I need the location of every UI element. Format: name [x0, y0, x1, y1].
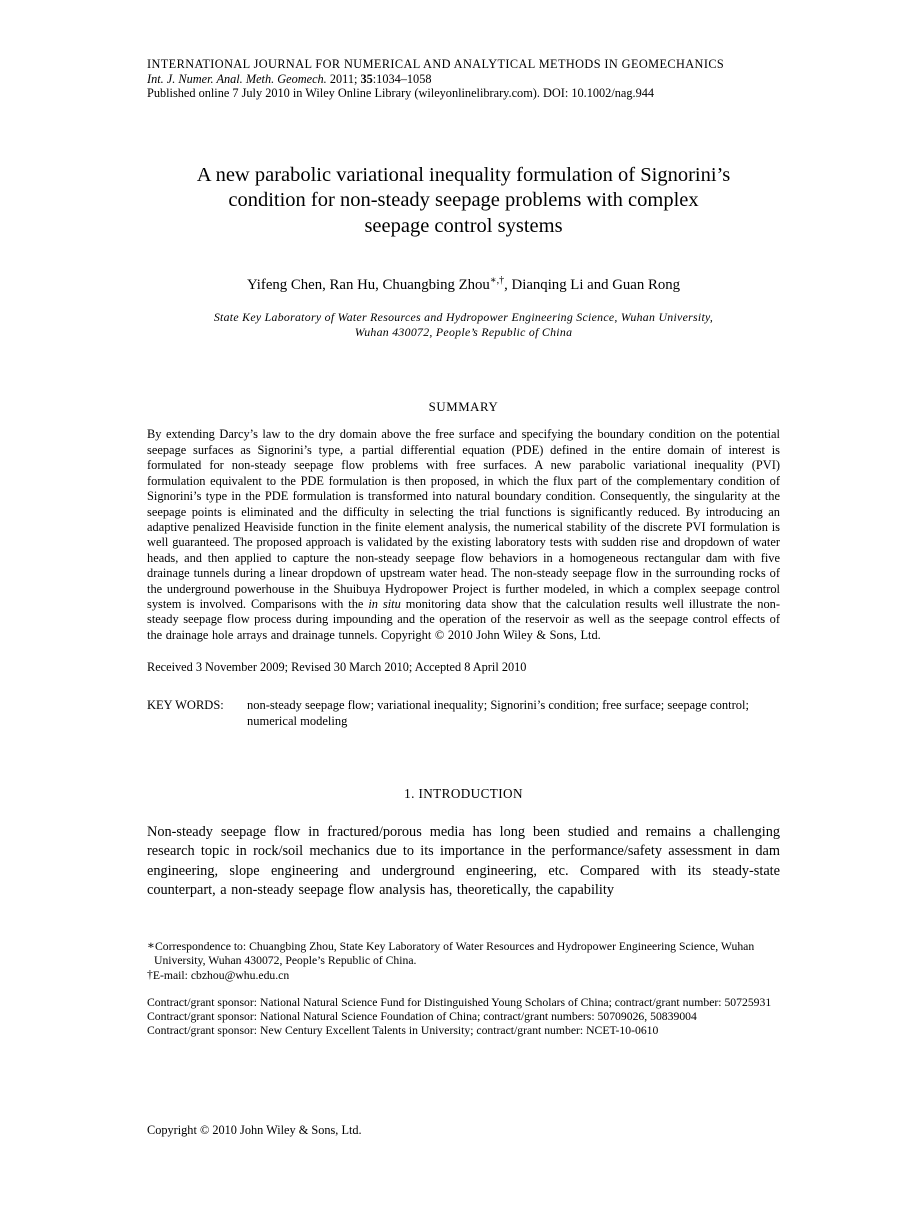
authors-footnote-markers: ∗,†: [489, 275, 505, 287]
paper-title-line-2: condition for non-steady seepage problems with complex: [228, 189, 699, 212]
affiliation-line-1: State Key Laboratory of Water Resources and Hydropower Engineering Science, Wuhan University,: [213, 310, 714, 325]
footnotes-block: [147, 940, 780, 1039]
keywords-label: KEY WORDS:: [147, 698, 224, 713]
section-heading-introduction: 1. INTRODUCTION: [404, 786, 523, 802]
authors-line: [147, 276, 780, 294]
received-revised-accepted-line: Received 3 November 2009; Revised 30 March 2010; Accepted 8 April 2010: [147, 660, 527, 675]
grant-footnotes: [147, 996, 780, 1039]
affiliation-line-2: Wuhan 430072, People’s Republic of China: [354, 324, 573, 339]
citation-line: [147, 72, 780, 87]
summary-italic-phrase: in situ: [368, 596, 401, 611]
summary-text-part-2: monitoring data show that the calculation results well illustrate the non-steady seepage flow process during impounding and the operation of the reservoir as well as the seepage control effects of the drainage hole arrays and drainage tunnels. Copyright © 2010 John Wiley & Sons, Ltd.: [147, 596, 780, 642]
correspondence-marker: ∗: [147, 938, 155, 952]
email-text: E-mail: cbzhou@whu.edu.cn: [152, 968, 290, 982]
correspondence-footnote: [147, 940, 780, 969]
summary-heading: SUMMARY: [428, 400, 499, 415]
keywords-text: non-steady seepage flow; variational inequality; Signorini’s condition; free surface; seepage control; numerical modeling: [247, 698, 749, 729]
correspondence-text: Correspondence to: Chuangbing Zhou, State Key Laboratory of Water Resources and Hydropower Engineering Science, Wuhan University, Wuhan 430072, People’s Republic of China.: [154, 939, 755, 968]
copyright-line: Copyright © 2010 John Wiley & Sons, Ltd.: [147, 1123, 362, 1137]
grant-footnote-3: Contract/grant sponsor: New Century Excellent Talents in University; contract/grant number: NCET-10-0610: [147, 1024, 659, 1038]
citation-pages: :1034–1058: [372, 71, 432, 86]
grant-footnote-2: Contract/grant sponsor: National Natural Science Foundation of China; contract/grant numbers: 50709026, 50839004: [147, 1010, 697, 1024]
paper-title-line-3: seepage control systems: [364, 214, 563, 237]
summary-paragraph: [147, 427, 780, 643]
keywords-block: [147, 697, 780, 729]
citation-year: 2011;: [326, 71, 361, 86]
published-online-line: Published online 7 July 2010 in Wiley Online Library (wileyonlinelibrary.com). DOI: 10.1002/nag.944: [147, 86, 655, 101]
citation-volume: 35: [360, 71, 373, 86]
paper-title: [147, 163, 780, 240]
email-footnote: [147, 969, 780, 983]
paper-title-line-1: A new parabolic variational inequality formulation of Signorini’s: [196, 163, 731, 186]
page-content: [147, 0, 780, 1039]
journal-abbreviation: Int. J. Numer. Anal. Meth. Geomech.: [147, 71, 327, 86]
affiliation: [147, 310, 780, 339]
journal-header: [147, 57, 780, 101]
email-marker: †: [147, 967, 153, 981]
authors-names-continued: , Dianqing Li and Guan Rong: [504, 277, 681, 294]
authors-names: Yifeng Chen, Ran Hu, Chuangbing Zhou: [246, 277, 490, 294]
introduction-paragraph: Non-steady seepage flow in fractured/porous media has long been studied and remains a challenging research topic in rock/soil mechanics due to its importance in the performance/safety assessment in dam engineering, slope engineering and underground engineering, etc. Compared with its steady-state counterpart, a non-steady seepage flow analysis has, theoretically, the capability: [147, 824, 780, 898]
summary-text-part-1: By extending Darcy’s law to the dry domain above the free surface and specifying the boundary condition on the potential seepage surfaces as Signorini’s type, a partial differential equation (PDE) defined in the entire domain of interest is formulated for non-steady seepage flow problems with free surfaces. A new parabolic variational inequality (PVI) formulation equivalent to the PDE formulation is then proposed, in which the flux part of the complementary condition of Signorini’s type in the PDE formulation is transformed into natural boundary condition. Consequently, the singularity at the seepage points is eliminated and the difficulty in selecting the trial functions is significantly reduced. By introducing an adaptive penalized Heaviside function in the finite element analysis, the numerical stability of the discrete PVI formulation is well guaranteed. The proposed approach is validated by the existing laboratory tests with sudden rise and dropdown of water heads, and then applied to capture the non-steady seepage flow behaviors in a homogeneous rectangular dam with five drainage tunnels during a linear dropdown of upstream water head. The non-steady seepage flow in the surrounding rocks of the underground powerhouse in the Shuibuya Hydropower Project is further modeled, in which a complex seepage control system is involved. Comparisons with the: [147, 427, 780, 611]
journal-name: INTERNATIONAL JOURNAL FOR NUMERICAL AND ANALYTICAL METHODS IN GEOMECHANICS: [147, 57, 725, 71]
grant-footnote-1: Contract/grant sponsor: National Natural Science Fund for Distinguished Young Scholars of China; contract/grant number: 50725931: [147, 995, 772, 1009]
